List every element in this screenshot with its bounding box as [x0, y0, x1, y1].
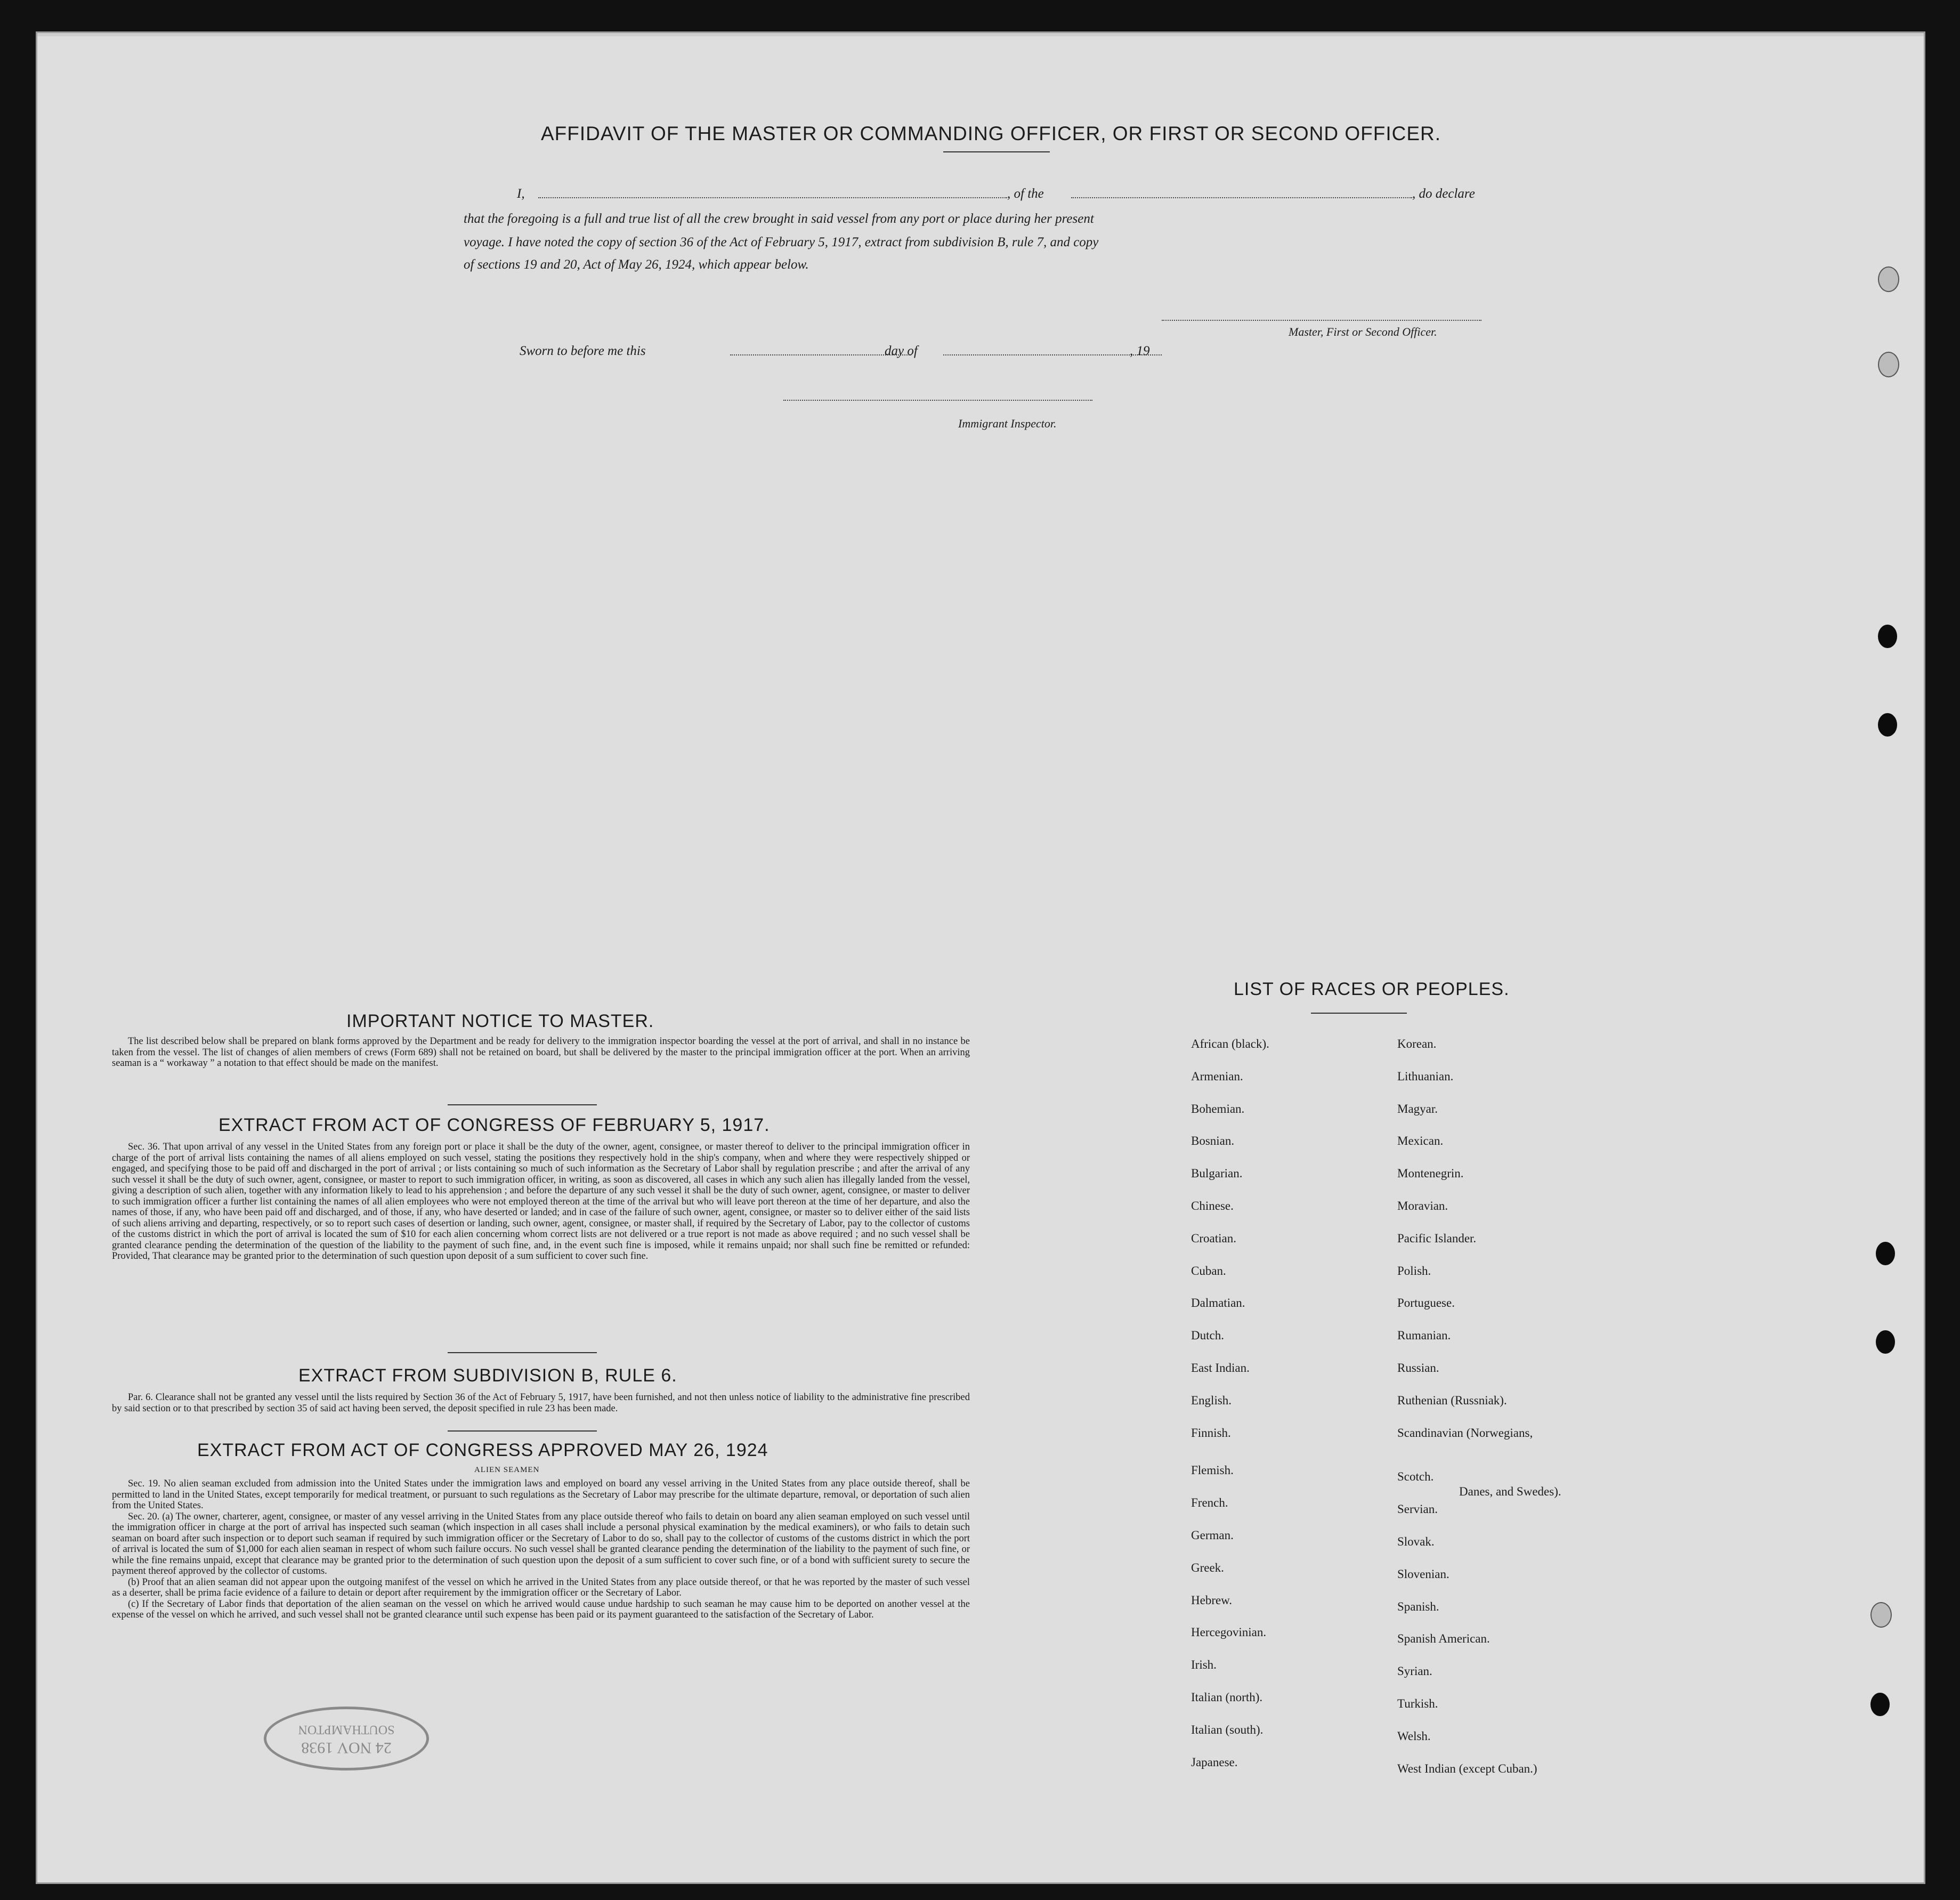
- race-item: Dalmatian.: [1191, 1296, 1245, 1309]
- race-item: Moravian.: [1397, 1199, 1448, 1212]
- sworn-month-blank[interactable]: [943, 354, 1162, 355]
- race-item: Montenegrin.: [1397, 1167, 1464, 1180]
- act-1924-subtitle: ALIEN SEAMEN: [474, 1466, 540, 1474]
- race-item: Pacific Islander.: [1397, 1232, 1477, 1245]
- race-item: Lithuanian.: [1397, 1070, 1454, 1083]
- affidavit-line4: of sections 19 and 20, Act of May 26, 1924, which appear below.: [464, 257, 809, 272]
- date-stamp: [264, 1707, 429, 1770]
- act-1924-paragraph: (b) Proof that an alien seaman did not appear upon the outgoing manifest of the vessel on which he arrived in the United States from any place outside thereof, or that he was reported by the master of such vessel as a deserter, shall be prima facie evidence of a failure to detain or deport after requirement by the immigration officer or the Secretary of Labor.: [112, 1576, 970, 1598]
- divider: [943, 151, 1050, 152]
- stamp-place: SOUTHAMPTON: [298, 1723, 395, 1736]
- affidavit-line2: that the foregoing is a full and true list of all the crew brought in said vessel from any port or place during her present: [464, 212, 1094, 226]
- sworn-text: Sworn to before me this: [520, 344, 646, 358]
- binder-hole: [1870, 1693, 1890, 1716]
- race-item: Slovak.: [1397, 1535, 1435, 1548]
- race-item: Bulgarian.: [1191, 1167, 1243, 1180]
- race-item: Hebrew.: [1191, 1594, 1233, 1607]
- race-item: Spanish American.: [1397, 1632, 1490, 1645]
- binder-hole: [1878, 352, 1899, 377]
- divider: [448, 1352, 597, 1353]
- race-item: German.: [1191, 1529, 1234, 1542]
- race-item: Mexican.: [1397, 1134, 1444, 1147]
- rule6-title: EXTRACT FROM SUBDIVISION B, RULE 6.: [298, 1365, 677, 1386]
- race-item: Welsh.: [1397, 1729, 1431, 1743]
- name-blank[interactable]: [538, 197, 1007, 198]
- race-item: East Indian.: [1191, 1361, 1250, 1375]
- sworn-year: , 19: [1130, 344, 1150, 358]
- act-1924-paragraph: (c) If the Secretary of Labor finds that deportation of the alien seaman on the vessel on which he arrived would cause undue hardship to such seaman he may cause him to be deported on another vessel at the expense of the vessel on which he arrived, and such vessel shall not be granted clearance until such expense has been paid or its payment guaranteed to the satisfaction of the Secretary of Labor.: [112, 1598, 970, 1620]
- master-signature-blank[interactable]: [1162, 320, 1481, 321]
- race-item: Polish.: [1397, 1264, 1431, 1278]
- act-1924-paragraph: Sec. 19. No alien seaman excluded from admission into the United States under the immigration laws and employed on board any vessel arriving in the United States from any place outside thereof, shall be permitted to land in the United States, except temporarily for medical treatment, or pursuant to such regulations as the Secretary of Labor may prescribe for the ultimate departure, removal, or deportation of such alien from the United States.: [112, 1478, 970, 1511]
- race-item: Flemish.: [1191, 1464, 1234, 1477]
- race-item: West Indian (except Cuban.): [1397, 1762, 1537, 1775]
- race-item: Cuban.: [1191, 1264, 1226, 1278]
- vessel-blank[interactable]: [1071, 197, 1412, 198]
- document-page: [37, 33, 1924, 1882]
- race-item: Irish.: [1191, 1658, 1217, 1671]
- race-item: Bohemian.: [1191, 1102, 1245, 1115]
- binder-hole: [1876, 1242, 1895, 1265]
- affidavit-of-the: , of the: [1007, 187, 1044, 201]
- race-item: Magyar.: [1397, 1102, 1438, 1115]
- notice-title: IMPORTANT NOTICE TO MASTER.: [346, 1011, 654, 1031]
- act-1917-text: Sec. 36. That upon arrival of any vessel in the United States from any foreign port or place it shall be the duty of the owner, agent, consignee, or master thereof to deliver to the principal immigration officer in charge of the port of arrival lists containing the names of all aliens employed on such vessel, stating the positions they respectively hold in the ship's company, when and where they were respectively shipped or engaged, and specifying those to be paid off and discharged in the port of arrival ; or lists containing so much of such information as the Secretary of Labor shall by regulation prescribe ; and after the arrival of any such vessel it shall be the duty of such owner, agent, consignee, or master to report to such immigration officer, in writing, as soon as discovered, all cases in which any such alien has illegally landed from the vessel, giving a description of such alien, together with any information likely to lead to his apprehension ; and before the departure of any such vessel it shall be the duty of such owner, agent, consignee, or master to deliver to such immigration officer a further list containing the names of all alien employees who were not employed thereon at the time of the arrival but who will leave port thereon at the time of her departure, and also the names of those, if any, who have been paid off and discharged, and of those, if any, who have deserted or landed; and in case of the failure of such owner, agent, consignee, or master so to deliver either of the said lists of such aliens arriving and departing, respectively, or so to report such cases of desertion or landing, such owner, agent, consignee, or master shall, if required by the Secretary of Labor, pay to the collector of customs of the customs district in which the port of arrival is located the sum of $10 for each alien concerning whom correct lists are not delivered or a true report is not made as above required ; and no such vessel shall be granted clearance pending the determination of the question of the liability to the payment of such fine, and, in the event such fine is imposed, while it remains unpaid; nor shall such fine be remitted or refunded: Provided, That clearance may be granted prior to the determination of such question upon deposit of a sum sufficient to cover such fine.: [112, 1142, 970, 1262]
- affidavit-line3: voyage. I have noted the copy of section 36 of the Act of February 5, 1917, extract from subdivision B, rule 7, and copy: [464, 235, 1099, 249]
- divider: [1311, 1013, 1407, 1014]
- act-1924-paragraph: Sec. 20. (a) The owner, charterer, agent, consignee, or master of any vessel arriving in the United States from any place outside thereof who fails to detain on board any alien seaman employed on such vessel until the immigration officer in charge at the port of arrival has inspected such seaman (which inspection in all cases shall include a personal physical examination by the medical examiners), or who fails to detain such seaman on board after such inspection or to deport such seaman if required by such immigration officer or the Secretary of Labor to do so, shall pay to the collector of customs of the customs district in which the port of arrival is located the sum of $1,000 for each alien seaman in respect of whom such failure occurs. No such vessel shall be granted clearance pending the determination of the liability to the payment of such fine, or while the fine remains unpaid, except that clearance may be granted prior to the determination of such question upon the deposit of a sum sufficient to cover such fine, or of a bond with sufficient surety to secure the payment thereof approved by the collector of customs.: [112, 1511, 970, 1576]
- race-item: Russian.: [1397, 1361, 1439, 1375]
- inspector-signature-label: Immigrant Inspector.: [958, 417, 1057, 430]
- rule6-text: Par. 6. Clearance shall not be granted any vessel until the lists required by Section 36 of the Act of February 5, 1917, have been furnished, and not then unless notice of liability to the administrative fine prescribed by said section or to that prescribed by section 35 of said act having been served, the deposit specified in rule 23 has been made.: [112, 1392, 970, 1414]
- race-item: Italian (north).: [1191, 1691, 1263, 1704]
- binder-hole: [1878, 625, 1897, 648]
- race-item: Portuguese.: [1397, 1296, 1455, 1309]
- race-item: Scotch.: [1397, 1470, 1434, 1483]
- binder-hole: [1876, 1330, 1895, 1354]
- race-item: Croatian.: [1191, 1232, 1236, 1245]
- race-item: Dutch.: [1191, 1329, 1224, 1342]
- stamp-date: 24 NOV 1938: [301, 1739, 392, 1757]
- act-1924-title: EXTRACT FROM ACT OF CONGRESS APPROVED MAY 26, 1924: [197, 1440, 768, 1460]
- race-item: Slovenian.: [1397, 1567, 1449, 1581]
- race-item: Japanese.: [1191, 1756, 1238, 1769]
- race-item: Italian (south).: [1191, 1723, 1264, 1736]
- races-title: LIST OF RACES OR PEOPLES.: [1234, 979, 1510, 999]
- race-item: African (black).: [1191, 1037, 1269, 1050]
- sworn-day-of: day of: [885, 344, 918, 358]
- race-item: Finnish.: [1191, 1426, 1231, 1440]
- race-item: Syrian.: [1397, 1664, 1432, 1678]
- race-item: Greek.: [1191, 1561, 1224, 1574]
- race-item-cont: Danes, and Swedes).: [1459, 1485, 1561, 1498]
- master-signature-label: Master, First or Second Officer.: [1289, 325, 1437, 338]
- binder-hole: [1878, 713, 1897, 737]
- race-item: Spanish.: [1397, 1600, 1439, 1613]
- divider: [448, 1430, 597, 1432]
- race-item: Rumanian.: [1397, 1329, 1451, 1342]
- binder-hole: [1878, 266, 1899, 292]
- race-item: Turkish.: [1397, 1697, 1438, 1710]
- race-item: Scandinavian (Norwegians,: [1397, 1426, 1533, 1440]
- act-1917-title: EXTRACT FROM ACT OF CONGRESS OF FEBRUARY 5, 1917.: [218, 1115, 770, 1135]
- race-item: Armenian.: [1191, 1070, 1243, 1083]
- affidavit-declare: , do declare: [1412, 187, 1475, 201]
- page-top-edge: [37, 33, 1924, 36]
- race-item: Hercegovinian.: [1191, 1626, 1267, 1639]
- race-item: Ruthenian (Russniak).: [1397, 1394, 1507, 1407]
- inspector-signature-blank[interactable]: [783, 400, 1092, 401]
- divider: [448, 1104, 597, 1105]
- race-item: Servian.: [1397, 1502, 1438, 1516]
- race-item: English.: [1191, 1394, 1232, 1407]
- race-item: French.: [1191, 1496, 1228, 1509]
- race-item: Korean.: [1397, 1037, 1437, 1050]
- race-item: Chinese.: [1191, 1199, 1234, 1212]
- affidavit-i: I,: [517, 187, 525, 201]
- affidavit-title: AFFIDAVIT OF THE MASTER OR COMMANDING OFFICER, OR FIRST OR SECOND OFFICER.: [541, 123, 1441, 144]
- race-item: Bosnian.: [1191, 1134, 1235, 1147]
- sworn-day-blank[interactable]: [730, 354, 911, 355]
- binder-hole: [1870, 1602, 1892, 1628]
- notice-text: The list described below shall be prepared on blank forms approved by the Department and be ready for delivery to the immigration inspector boarding the vessel at the port of arrival, and shall in no instance be taken from the vessel. The list of changes of alien members of crews (Form 689) shall not be retained on board, but shall be delivered by the master to the principal immigration officer at the port. When an arriving seaman is a “ workaway ” a notation to that effect should be made on the manifest.: [112, 1036, 970, 1069]
- act-1924-text: [112, 1478, 970, 1621]
